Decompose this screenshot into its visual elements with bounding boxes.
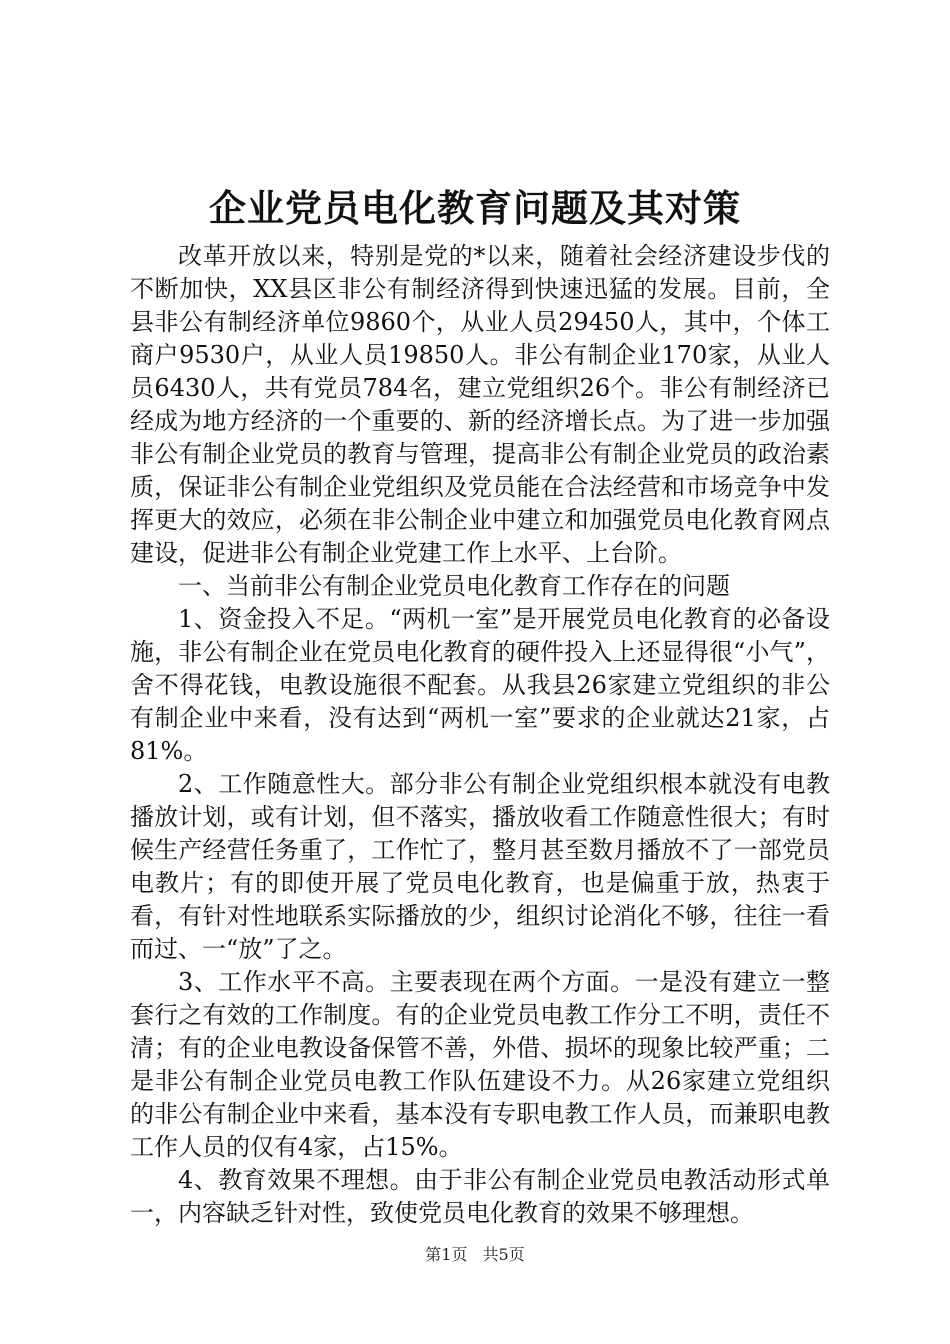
paragraph-item-4: 4、教育效果不理想。由于非公有制企业党员电教活动形式单一，内容缺乏针对性，致使党员电化教育的效果不够理想。 bbox=[130, 1166, 830, 1227]
paragraph-intro: 改革开放以来，特别是党的*以来，随着社会经济建设步伐的不断加快，XX县区非公有制经济得到快速迅猛的发展。目前，全县非公有制经济单位9860个，从业人员29450人，其中，个体工商户9530户，从业人员19850人。非公有制企业170家，从业人员6430人，共有党员784名，建立党组织26个。非公有制经济已经成为地方经济的一个重要的、新的经济增长点。为了进一步加强非公有制企业党员的教育与管理，提高非公有制企业党员的政治素质，保证非公有制企业党组织及党员能在合法经营和市场竞争中发挥更大的效应，必须在非公制企业中建立和加强党员电化教育网点建设，促进非公有制企业党建工作上水平、上台阶。 bbox=[130, 242, 830, 567]
paragraph-item-2: 2、工作随意性大。部分非公有制企业党组织根本就没有电教播放计划，或有计划，但不落实，播放收看工作随意性很大；有时候生产经营任务重了，工作忙了，整月甚至数月播放不了一部党员电教片；有的即使开展了党员电化教育，也是偏重于放，热衷于看，有针对性地联系实际播放的少，组织讨论消化不够，往往一看而过、一“放”了之。 bbox=[130, 770, 830, 963]
paragraph-item-3: 3、工作水平不高。主要表现在两个方面。一是没有建立一整套行之有效的工作制度。有的企业党员电教工作分工不明，责任不清；有的企业电教设备保管不善，外借、损坏的现象比较严重；二是非公有制企业党员电教工作队伍建设不力。从26家建立党组织的非公有制企业中来看，基本没有专职电教工作人员，而兼职电教工作人员的仅有4家，占15%。 bbox=[130, 968, 830, 1161]
page-total: 共5页 bbox=[482, 1245, 525, 1264]
document-title: 企业党员电化教育问题及其对策 bbox=[209, 186, 741, 230]
document-body bbox=[130, 240, 830, 1230]
page-footer bbox=[0, 1244, 950, 1266]
paragraph-item-1: 1、资金投入不足。“两机一室”是开展党员电化教育的必备设施，非公有制企业在党员电化教育的硬件投入上还显得很“小气”，舍不得花钱，电教设施很不配套。从我县26家建立党组织的非公有制企业中来看，没有达到“两机一室”要求的企业就达21家，占81%。 bbox=[130, 605, 830, 765]
section-heading: 一、当前非公有制企业党员电化教育工作存在的问题 bbox=[178, 572, 730, 600]
page-number: 第1页 bbox=[425, 1245, 468, 1264]
